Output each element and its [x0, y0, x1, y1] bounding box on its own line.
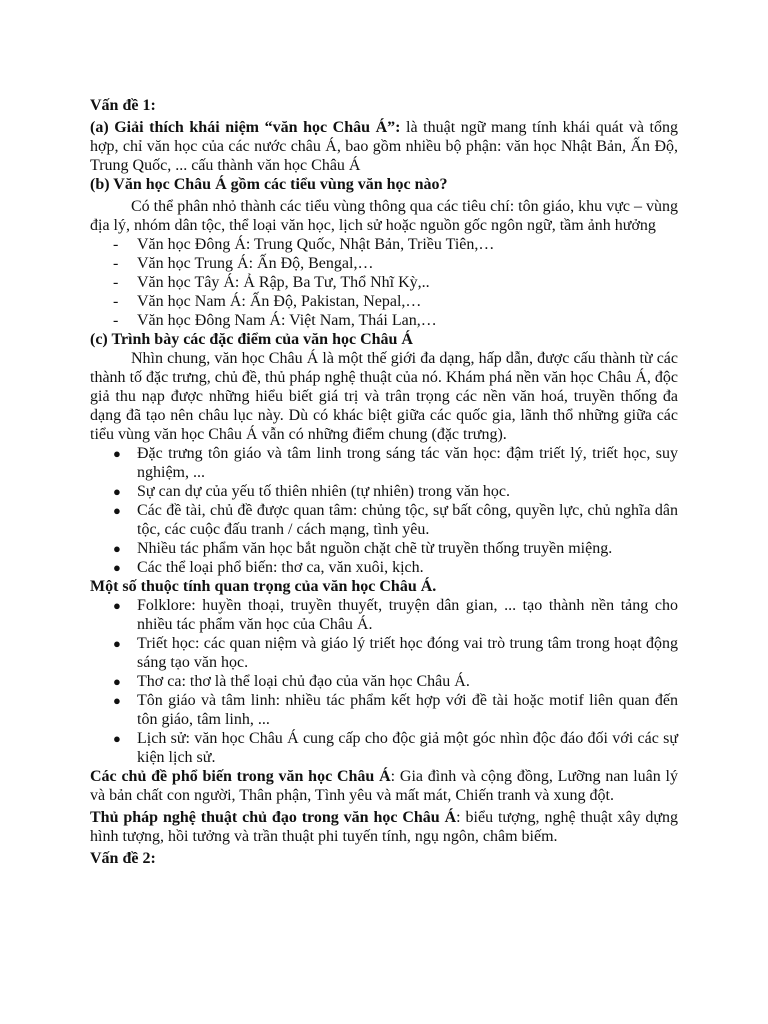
- bullet-marker: ●: [113, 731, 121, 746]
- list-item: ● Các thể loại phổ biến: thơ ca, văn xuôi, kịch.: [113, 559, 424, 576]
- themes-text: : Gia đình và cộng đồng, Lưỡng nan luân lý và bản chất con người, Thân phận, Tình yêu và mất mát, Chiến tranh và xung đột.: [90, 768, 678, 804]
- themes-paragraph: [90, 767, 678, 805]
- bullet-marker: ●: [113, 693, 121, 708]
- document-page: [90, 96, 678, 868]
- bullet-marker: ●: [113, 560, 121, 575]
- list-item: ● Lịch sử: văn học Châu Á cung cấp cho độc giả một góc nhìn độc đáo đối với các sự kiện lịch sử.: [113, 730, 678, 766]
- bullet-marker: ●: [113, 541, 121, 556]
- list-item: - Văn học Đông Á: Trung Quốc, Nhật Bản, Triều Tiên,…: [113, 236, 495, 253]
- section-b-label: (b) Văn học Châu Á gồm các tiểu vùng văn học nào?: [90, 176, 448, 193]
- bullet-marker: ●: [113, 446, 121, 461]
- issue-2-heading: Vấn đề 2:: [90, 850, 156, 867]
- list-item: ● Triết học: các quan niệm và giáo lý triết học đóng vai trò trung tâm trong hoạt động sáng tạo văn học.: [113, 635, 678, 671]
- properties-label: Một số thuộc tính quan trọng của văn học Châu Á.: [90, 578, 437, 595]
- properties-list: [90, 596, 678, 767]
- list-item: ● Tôn giáo và tâm linh: nhiều tác phẩm kết hợp với đề tài hoặc motif liên quan đến tôn giáo, tâm linh, ...: [113, 692, 678, 728]
- themes-label: Các chủ đề phổ biến trong văn học Châu Á: [90, 768, 391, 785]
- bullet-marker: ●: [113, 636, 121, 651]
- section-b-intro: Có thể phân nhỏ thành các tiểu vùng thông qua các tiêu chí: tôn giáo, khu vực – vùng địa lý, nhóm dân tộc, thể loại văn học, lịch sử hoặc nguồn gốc ngôn ngữ, tầm ảnh hưởng: [90, 198, 678, 234]
- section-c-label: (c) Trình bày các đặc điểm của văn học Châu Á: [90, 331, 413, 348]
- dash-marker: -: [113, 312, 119, 329]
- section-a-label: (a) Giải thích khái niệm “văn học Châu Á”:: [90, 119, 401, 136]
- section-a-text: là thuật ngữ mang tính khái quát và tổng hợp, chỉ văn học của các nước châu Á, bao gồm nhiều bộ phận: văn học Nhật Bản, Ấn Độ, Trung Quốc, ... cấu thành văn học Châu Á: [90, 119, 678, 174]
- bullet-marker: ●: [113, 598, 121, 613]
- techniques-label: Thủ pháp nghệ thuật chủ đạo trong văn học Châu Á: [90, 809, 457, 826]
- dash-marker: -: [113, 236, 119, 253]
- dash-marker: -: [113, 255, 119, 272]
- section-c-intro: Nhìn chung, văn học Châu Á là một thế giới đa dạng, hấp dẫn, được cấu thành từ các thành tố đặc trưng, chủ đề, thủ pháp nghệ thuật của nó. Khám phá nền văn học Châu Á, độc giả thu nạp được những hiểu biết giá trị và trân trọng các nền văn hoá, truyền thống đa dạng đã tạo nên châu lục này. Dù có khác biệt giữa các quốc gia, lãnh thổ những giữa các tiểu vùng văn học Châu Á vẫn có những điểm chung (đặc trưng).: [90, 350, 678, 443]
- list-item: ● Folklore: huyền thoại, truyền thuyết, truyện dân gian, ... tạo thành nền tảng cho nhiều tác phẩm văn học của Châu Á.: [113, 597, 678, 633]
- list-item: - Văn học Đông Nam Á: Việt Nam, Thái Lan,…: [113, 312, 437, 329]
- issue-1-heading: Vấn đề 1:: [90, 97, 156, 114]
- list-item: ● Các đề tài, chủ đề được quan tâm: chủng tộc, sự bất công, quyền lực, chủ nghĩa dân tộc, các cuộc đấu tranh / cách mạng, tình yêu.: [113, 502, 678, 538]
- characteristics-list: [90, 444, 678, 577]
- bullet-marker: ●: [113, 484, 121, 499]
- dash-marker: -: [113, 274, 119, 291]
- subregion-list: [90, 235, 678, 330]
- list-item: ● Thơ ca: thơ là thể loại chủ đạo của văn học Châu Á.: [113, 673, 470, 690]
- list-item: ● Đặc trưng tôn giáo và tâm linh trong sáng tác văn học: đậm triết lý, triết học, suy nghiệm, ...: [113, 445, 678, 481]
- techniques-text: : biểu tượng, nghệ thuật xây dựng hình tượng, hồi tưởng và trần thuật phi tuyến tính, ngụ ngôn, châm biếm.: [90, 809, 679, 845]
- section-a: [90, 118, 678, 175]
- bullet-marker: ●: [113, 503, 121, 518]
- list-item: - Văn học Tây Á: Ả Rập, Ba Tư, Thổ Nhĩ Kỳ,..: [113, 274, 430, 291]
- list-item: ● Nhiều tác phẩm văn học bắt nguồn chặt chẽ từ truyền thống truyền miệng.: [113, 540, 613, 557]
- list-item: - Văn học Trung Á: Ấn Độ, Bengal,…: [113, 255, 374, 272]
- dash-marker: -: [113, 293, 119, 310]
- bullet-marker: ●: [113, 674, 121, 689]
- list-item: ● Sự can dự của yếu tố thiên nhiên (tự nhiên) trong văn học.: [113, 483, 511, 500]
- techniques-paragraph: [90, 808, 678, 846]
- list-item: - Văn học Nam Á: Ấn Độ, Pakistan, Nepal,…: [113, 293, 422, 310]
